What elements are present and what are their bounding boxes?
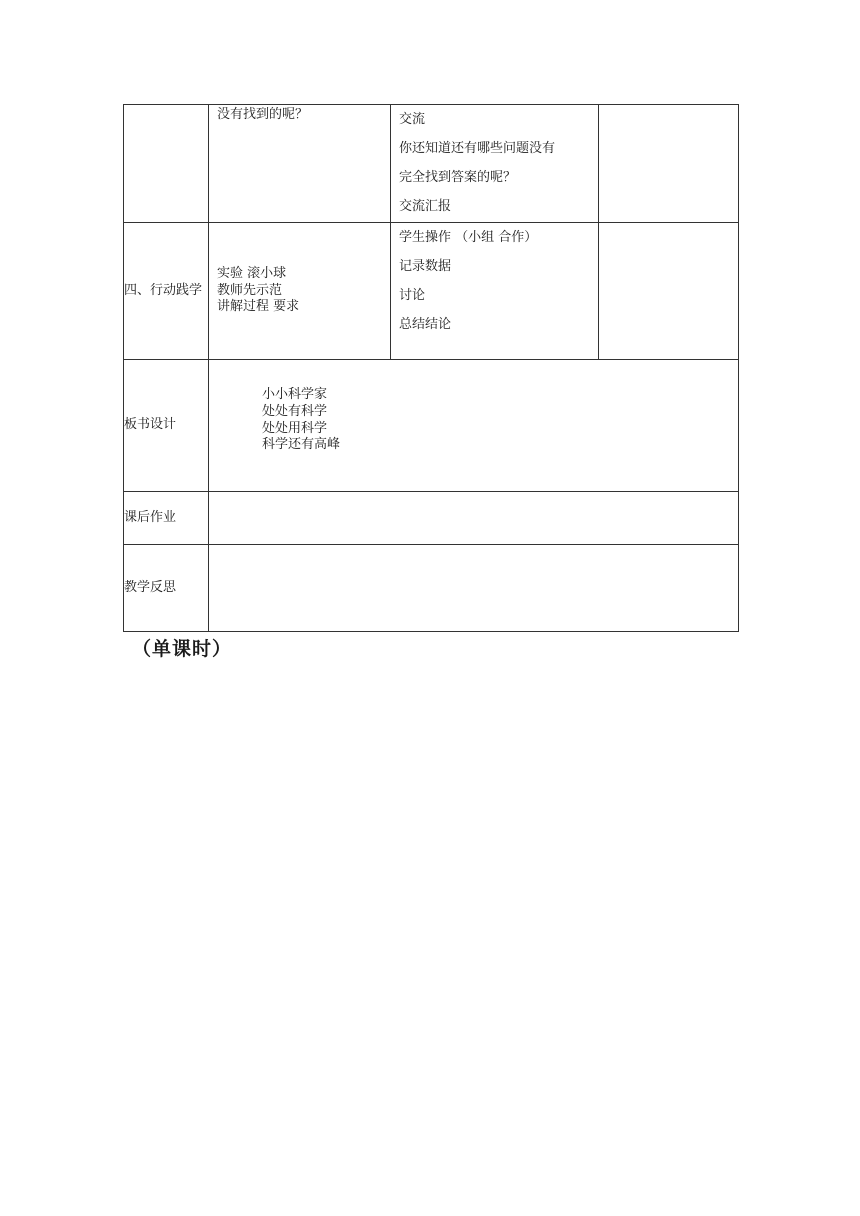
cell-text: 讨论 [399,288,426,303]
board-line: 处处有科学 [262,403,328,419]
cell-text: 你还知道还有哪些问题没有 [399,141,556,156]
board-line: 处处用科学 [262,420,328,436]
teacher-activity-cell [209,223,391,360]
stage-label-cell [124,360,209,492]
board-line: 科学还有高峰 [262,437,341,453]
cell-text: 讲解过程 要求 [217,299,300,315]
board-line: 小小科学家 [262,386,328,402]
cell-text: 交流 [399,112,426,127]
stage-label-cell [124,223,209,360]
table-row [124,545,739,632]
cell-text: 教师先示范 [217,282,283,298]
board-design-cell [209,360,739,492]
reflection-label: 教学反思 [124,579,177,595]
table-row [124,360,739,492]
cell-text: 完全找到答案的呢？ [399,170,517,185]
cell-text: 没有找到的呢？ [217,107,309,122]
cell-text: 总结结论 [399,317,452,332]
stage-label-cell [124,105,209,223]
homework-label: 课后作业 [124,509,177,525]
reflection-cell [209,545,739,632]
teacher-activity-cell [209,105,391,223]
notes-cell [599,105,739,223]
cell-text: 交流汇报 [399,199,452,214]
homework-cell [209,492,739,545]
board-design-label: 板书设计 [124,417,177,433]
single-lesson-note: （单课时） [132,638,233,660]
cell-text: 记录数据 [399,259,452,274]
table-row [124,492,739,545]
student-activity-cell [391,105,599,223]
table-row [124,223,739,360]
student-activity-cell [391,223,599,360]
cell-text: 实验 滚小球 [217,265,287,281]
stage-label-cell [124,492,209,545]
notes-cell [599,223,739,360]
lesson-plan-table [123,104,739,632]
table-row [124,105,739,223]
stage-label: 四、行动践学 [124,282,203,298]
stage-label-cell [124,545,209,632]
cell-text: 学生操作 （小组 合作） [399,230,538,245]
